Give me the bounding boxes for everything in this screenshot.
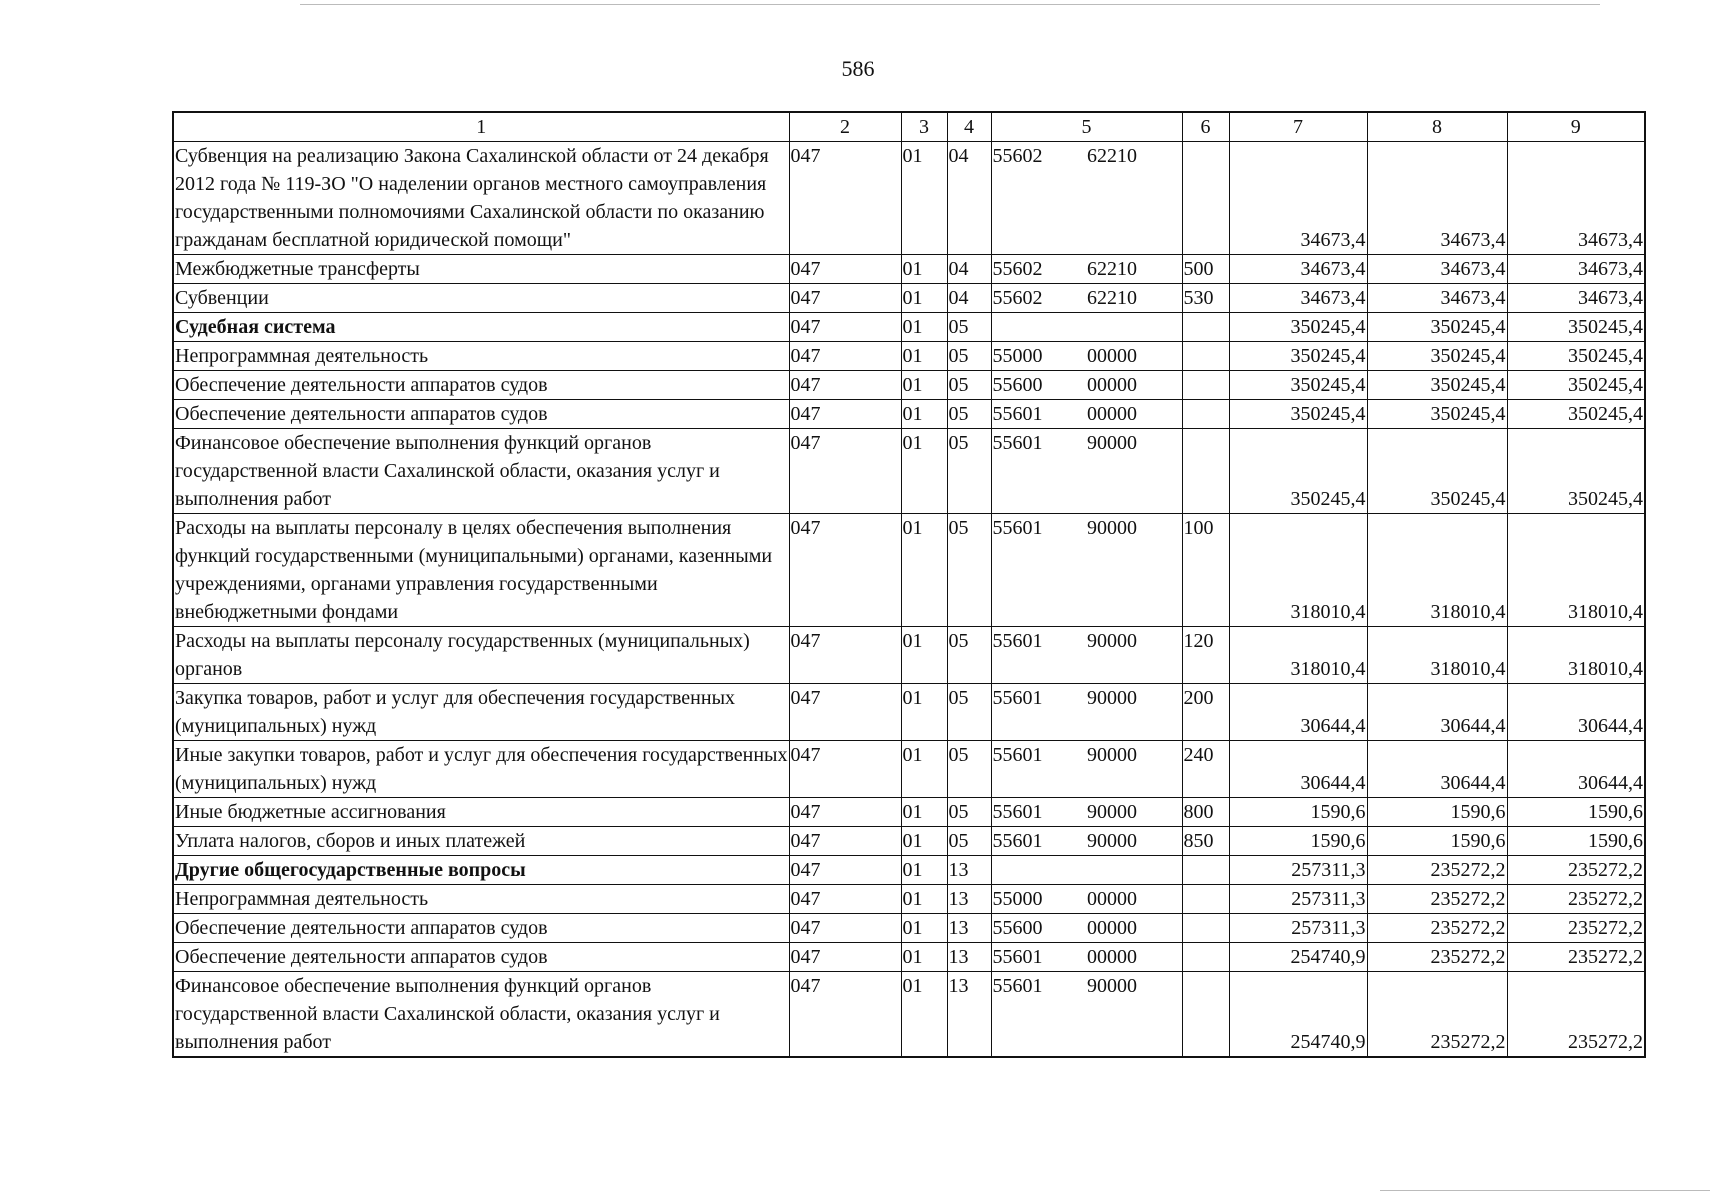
- row-name-cell: Расходы на выплаты персоналу в целях обеспечения выполнения функций государственными (муниципальными) органами, казенными учреждениями, органами управления государственными внебюджетными фондами: [173, 514, 789, 627]
- table-row: [173, 798, 1645, 827]
- program-code: 55000: [992, 888, 1043, 910]
- amount-col9-cell: 235272,2: [1507, 914, 1645, 943]
- amount-col7-cell: 257311,3: [1229, 856, 1367, 885]
- section-code-cell: 01: [901, 514, 947, 627]
- amount-col8-cell: 350245,4: [1367, 313, 1507, 342]
- amount-col9-cell: 1590,6: [1507, 827, 1645, 856]
- table-row: [173, 142, 1645, 255]
- row-name-cell: Уплата налогов, сборов и иных платежей: [173, 827, 789, 856]
- ministry-code-cell: 047: [789, 914, 901, 943]
- expense-type-cell: [1182, 371, 1229, 400]
- subsection-code-cell: 05: [947, 684, 991, 741]
- direction-code: 00000: [1087, 888, 1137, 910]
- table-row: [173, 741, 1645, 798]
- column-header: 4: [947, 112, 991, 142]
- table-row: [173, 255, 1645, 284]
- ministry-code-cell: 047: [789, 972, 901, 1058]
- section-code-cell: 01: [901, 885, 947, 914]
- direction-code: 90000: [1087, 744, 1137, 766]
- target-article-split: [992, 798, 1182, 826]
- amount-col8-cell: 318010,4: [1367, 627, 1507, 684]
- subsection-code-cell: 05: [947, 313, 991, 342]
- amount-col8-cell: 30644,4: [1367, 684, 1507, 741]
- table-row: [173, 885, 1645, 914]
- expense-type-cell: [1182, 914, 1229, 943]
- table-row: [173, 856, 1645, 885]
- expense-type-cell: 100: [1182, 514, 1229, 627]
- program-code: 55601: [992, 432, 1043, 454]
- subsection-code-cell: 05: [947, 827, 991, 856]
- program-code: 55601: [992, 630, 1043, 652]
- direction-code: 62210: [1087, 287, 1137, 309]
- program-code: 55601: [992, 517, 1043, 539]
- table-row: [173, 943, 1645, 972]
- direction-code: 62210: [1087, 145, 1137, 167]
- target-article-split: [992, 342, 1182, 370]
- amount-col9-cell: 235272,2: [1507, 856, 1645, 885]
- page-number: 586: [841, 56, 875, 81]
- target-article-cell: [991, 914, 1182, 943]
- ministry-code-cell: 047: [789, 284, 901, 313]
- amount-col9-cell: 34673,4: [1507, 255, 1645, 284]
- amount-col7-cell: 30644,4: [1229, 741, 1367, 798]
- row-name-cell: Непрограммная деятельность: [173, 342, 789, 371]
- subsection-code-cell: 05: [947, 342, 991, 371]
- direction-code: 90000: [1087, 975, 1137, 997]
- target-article-split: [992, 741, 1182, 769]
- amount-col7-cell: 318010,4: [1229, 514, 1367, 627]
- target-article-cell: [991, 856, 1182, 885]
- target-article-split: [992, 684, 1182, 712]
- target-article-cell: [991, 798, 1182, 827]
- section-code-cell: 01: [901, 856, 947, 885]
- column-header: 2: [789, 112, 901, 142]
- column-header: 3: [901, 112, 947, 142]
- target-article-split: [992, 827, 1182, 855]
- amount-col7-cell: 1590,6: [1229, 827, 1367, 856]
- amount-col8-cell: 318010,4: [1367, 514, 1507, 627]
- subsection-code-cell: 04: [947, 255, 991, 284]
- amount-col7-cell: 350245,4: [1229, 342, 1367, 371]
- row-name-cell: Расходы на выплаты персоналу государственных (муниципальных) органов: [173, 627, 789, 684]
- subsection-code-cell: 05: [947, 627, 991, 684]
- amount-col8-cell: 235272,2: [1367, 943, 1507, 972]
- row-name-cell: Другие общегосударственные вопросы: [173, 856, 789, 885]
- amount-col7-cell: 350245,4: [1229, 313, 1367, 342]
- target-article-cell: [991, 684, 1182, 741]
- expense-type-cell: [1182, 400, 1229, 429]
- amount-col7-cell: 350245,4: [1229, 371, 1367, 400]
- amount-col9-cell: 235272,2: [1507, 885, 1645, 914]
- amount-col7-cell: 1590,6: [1229, 798, 1367, 827]
- program-code: 55601: [992, 687, 1043, 709]
- table-row: [173, 972, 1645, 1058]
- expense-type-cell: 800: [1182, 798, 1229, 827]
- target-article-cell: [991, 972, 1182, 1058]
- amount-col7-cell: 350245,4: [1229, 400, 1367, 429]
- program-code: 55000: [992, 345, 1043, 367]
- row-name-cell: Субвенции: [173, 284, 789, 313]
- ministry-code-cell: 047: [789, 142, 901, 255]
- program-code: 55601: [992, 744, 1043, 766]
- section-code-cell: 01: [901, 943, 947, 972]
- amount-col9-cell: 30644,4: [1507, 684, 1645, 741]
- amount-col9-cell: 350245,4: [1507, 371, 1645, 400]
- expense-type-cell: 240: [1182, 741, 1229, 798]
- target-article-cell: [991, 885, 1182, 914]
- amount-col8-cell: 235272,2: [1367, 885, 1507, 914]
- target-article-cell: [991, 371, 1182, 400]
- program-code: 55601: [992, 403, 1043, 425]
- program-code: 55601: [992, 801, 1043, 823]
- amount-col7-cell: 34673,4: [1229, 284, 1367, 313]
- target-article-split: [992, 255, 1182, 283]
- expense-type-cell: 850: [1182, 827, 1229, 856]
- direction-code: 00000: [1087, 946, 1137, 968]
- program-code: 55602: [992, 145, 1043, 167]
- column-header: 9: [1507, 112, 1645, 142]
- column-header: 7: [1229, 112, 1367, 142]
- target-article-cell: [991, 342, 1182, 371]
- direction-code: 62210: [1087, 258, 1137, 280]
- amount-col9-cell: 350245,4: [1507, 429, 1645, 514]
- section-code-cell: 01: [901, 313, 947, 342]
- section-code-cell: 01: [901, 255, 947, 284]
- direction-code: 90000: [1087, 432, 1137, 454]
- subsection-code-cell: 13: [947, 943, 991, 972]
- amount-col7-cell: 254740,9: [1229, 972, 1367, 1058]
- ministry-code-cell: 047: [789, 885, 901, 914]
- row-name-cell: Субвенция на реализацию Закона Сахалинской области от 24 декабря 2012 года № 119-ЗО "О наделении органов местного самоуправления государственными полномочиями Сахалинской области по оказанию гражданам бесплатной юридической помощи": [173, 142, 789, 255]
- ministry-code-cell: 047: [789, 342, 901, 371]
- subsection-code-cell: 05: [947, 741, 991, 798]
- ministry-code-cell: 047: [789, 514, 901, 627]
- subsection-code-cell: 05: [947, 400, 991, 429]
- amount-col8-cell: 34673,4: [1367, 284, 1507, 313]
- row-name-cell: Обеспечение деятельности аппаратов судов: [173, 371, 789, 400]
- table-row: [173, 313, 1645, 342]
- section-code-cell: 01: [901, 371, 947, 400]
- amount-col9-cell: 235272,2: [1507, 972, 1645, 1058]
- amount-col8-cell: 34673,4: [1367, 142, 1507, 255]
- target-article-cell: [991, 313, 1182, 342]
- target-article-split: [992, 284, 1182, 312]
- target-article-cell: [991, 400, 1182, 429]
- row-name-cell: Финансовое обеспечение выполнения функций органов государственной власти Сахалинской области, оказания услуг и выполнения работ: [173, 429, 789, 514]
- section-code-cell: 01: [901, 400, 947, 429]
- subsection-code-cell: 05: [947, 371, 991, 400]
- row-name-cell: Иные закупки товаров, работ и услуг для обеспечения государственных (муниципальных) нужд: [173, 741, 789, 798]
- amount-col9-cell: 1590,6: [1507, 798, 1645, 827]
- column-header: 1: [173, 112, 789, 142]
- section-code-cell: 01: [901, 284, 947, 313]
- section-code-cell: 01: [901, 827, 947, 856]
- program-code: 55601: [992, 946, 1043, 968]
- program-code: 55601: [992, 830, 1043, 852]
- direction-code: 90000: [1087, 801, 1137, 823]
- amount-col8-cell: 350245,4: [1367, 371, 1507, 400]
- amount-col8-cell: 235272,2: [1367, 856, 1507, 885]
- subsection-code-cell: 04: [947, 142, 991, 255]
- amount-col8-cell: 235272,2: [1367, 914, 1507, 943]
- program-code: 55600: [992, 374, 1043, 396]
- ministry-code-cell: 047: [789, 741, 901, 798]
- target-article-cell: [991, 741, 1182, 798]
- ministry-code-cell: 047: [789, 255, 901, 284]
- row-name-cell: Обеспечение деятельности аппаратов судов: [173, 914, 789, 943]
- top-scan-rule: [300, 4, 1600, 5]
- direction-code: 90000: [1087, 517, 1137, 539]
- target-article-cell: [991, 284, 1182, 313]
- amount-col7-cell: 257311,3: [1229, 885, 1367, 914]
- table-row: [173, 914, 1645, 943]
- section-code-cell: 01: [901, 342, 947, 371]
- amount-col7-cell: 257311,3: [1229, 914, 1367, 943]
- subsection-code-cell: 13: [947, 856, 991, 885]
- subsection-code-cell: 04: [947, 284, 991, 313]
- column-header: 6: [1182, 112, 1229, 142]
- row-name-cell: Непрограммная деятельность: [173, 885, 789, 914]
- amount-col7-cell: 30644,4: [1229, 684, 1367, 741]
- expense-type-cell: [1182, 342, 1229, 371]
- subsection-code-cell: 05: [947, 514, 991, 627]
- target-article-cell: [991, 627, 1182, 684]
- table-row: [173, 284, 1645, 313]
- expense-type-cell: [1182, 429, 1229, 514]
- target-article-cell: [991, 255, 1182, 284]
- amount-col7-cell: 34673,4: [1229, 142, 1367, 255]
- column-header: 5: [991, 112, 1182, 142]
- subsection-code-cell: 05: [947, 798, 991, 827]
- subsection-code-cell: 05: [947, 429, 991, 514]
- table-row: [173, 342, 1645, 371]
- expense-type-cell: [1182, 313, 1229, 342]
- expense-type-cell: 120: [1182, 627, 1229, 684]
- amount-col9-cell: 318010,4: [1507, 627, 1645, 684]
- ministry-code-cell: 047: [789, 400, 901, 429]
- table-row: [173, 684, 1645, 741]
- program-code: 55601: [992, 975, 1043, 997]
- row-name-cell: Закупка товаров, работ и услуг для обеспечения государственных (муниципальных) нужд: [173, 684, 789, 741]
- amount-col9-cell: 318010,4: [1507, 514, 1645, 627]
- table-row: [173, 400, 1645, 429]
- row-name-cell: Обеспечение деятельности аппаратов судов: [173, 943, 789, 972]
- table-row: [173, 371, 1645, 400]
- row-name-cell: Судебная система: [173, 313, 789, 342]
- header-row: [173, 112, 1645, 142]
- direction-code: 90000: [1087, 687, 1137, 709]
- ministry-code-cell: 047: [789, 429, 901, 514]
- expense-type-cell: [1182, 142, 1229, 255]
- amount-col8-cell: 34673,4: [1367, 255, 1507, 284]
- row-name-cell: Финансовое обеспечение выполнения функций органов государственной власти Сахалинской области, оказания услуг и выполнения работ: [173, 972, 789, 1058]
- amount-col8-cell: 1590,6: [1367, 798, 1507, 827]
- table-row: [173, 429, 1645, 514]
- direction-code: 00000: [1087, 374, 1137, 396]
- amount-col9-cell: 34673,4: [1507, 284, 1645, 313]
- expense-type-cell: [1182, 885, 1229, 914]
- table-row: [173, 827, 1645, 856]
- amount-col9-cell: 350245,4: [1507, 342, 1645, 371]
- direction-code: 00000: [1087, 345, 1137, 367]
- direction-code: 90000: [1087, 830, 1137, 852]
- bottom-scan-rule: [1380, 1190, 1710, 1191]
- amount-col8-cell: 1590,6: [1367, 827, 1507, 856]
- amount-col8-cell: 350245,4: [1367, 400, 1507, 429]
- subsection-code-cell: 13: [947, 885, 991, 914]
- program-code: 55600: [992, 917, 1043, 939]
- ministry-code-cell: 047: [789, 371, 901, 400]
- direction-code: 00000: [1087, 403, 1137, 425]
- amount-col9-cell: 30644,4: [1507, 741, 1645, 798]
- section-code-cell: 01: [901, 741, 947, 798]
- section-code-cell: 01: [901, 429, 947, 514]
- ministry-code-cell: 047: [789, 827, 901, 856]
- section-code-cell: 01: [901, 798, 947, 827]
- section-code-cell: 01: [901, 627, 947, 684]
- expense-type-cell: 200: [1182, 684, 1229, 741]
- expense-type-cell: [1182, 856, 1229, 885]
- direction-code: 90000: [1087, 630, 1137, 652]
- target-article-split: [992, 943, 1182, 971]
- amount-col8-cell: 350245,4: [1367, 342, 1507, 371]
- amount-col9-cell: 350245,4: [1507, 313, 1645, 342]
- subsection-code-cell: 13: [947, 914, 991, 943]
- table-body: [173, 142, 1645, 1058]
- ministry-code-cell: 047: [789, 627, 901, 684]
- ministry-code-cell: 047: [789, 313, 901, 342]
- target-article-split: [992, 400, 1182, 428]
- column-header: 8: [1367, 112, 1507, 142]
- target-article-split: [992, 972, 1182, 1000]
- row-name-cell: Межбюджетные трансферты: [173, 255, 789, 284]
- target-article-split: [992, 371, 1182, 399]
- section-code-cell: 01: [901, 684, 947, 741]
- target-article-cell: [991, 429, 1182, 514]
- row-name-cell: Иные бюджетные ассигнования: [173, 798, 789, 827]
- amount-col8-cell: 235272,2: [1367, 972, 1507, 1058]
- target-article-split: [992, 142, 1182, 170]
- section-code-cell: 01: [901, 914, 947, 943]
- amount-col7-cell: 318010,4: [1229, 627, 1367, 684]
- amount-col8-cell: 30644,4: [1367, 741, 1507, 798]
- direction-code: 00000: [1087, 917, 1137, 939]
- row-name-cell: Обеспечение деятельности аппаратов судов: [173, 400, 789, 429]
- ministry-code-cell: 047: [789, 943, 901, 972]
- amount-col9-cell: 34673,4: [1507, 142, 1645, 255]
- program-code: 55602: [992, 287, 1043, 309]
- subsection-code-cell: 13: [947, 972, 991, 1058]
- amount-col7-cell: 254740,9: [1229, 943, 1367, 972]
- expense-type-cell: 530: [1182, 284, 1229, 313]
- amount-col7-cell: 350245,4: [1229, 429, 1367, 514]
- table-row: [173, 627, 1645, 684]
- target-article-cell: [991, 943, 1182, 972]
- expense-type-cell: 500: [1182, 255, 1229, 284]
- amount-col9-cell: 235272,2: [1507, 943, 1645, 972]
- ministry-code-cell: 047: [789, 684, 901, 741]
- ministry-code-cell: 047: [789, 798, 901, 827]
- program-code: 55602: [992, 258, 1043, 280]
- target-article-cell: [991, 514, 1182, 627]
- section-code-cell: 01: [901, 142, 947, 255]
- target-article-split: [992, 514, 1182, 542]
- amount-col8-cell: 350245,4: [1367, 429, 1507, 514]
- table-row: [173, 514, 1645, 627]
- budget-table: [172, 111, 1646, 1058]
- target-article-split: [992, 429, 1182, 457]
- amount-col9-cell: 350245,4: [1507, 400, 1645, 429]
- target-article-split: [992, 885, 1182, 913]
- ministry-code-cell: 047: [789, 856, 901, 885]
- amount-col7-cell: 34673,4: [1229, 255, 1367, 284]
- section-code-cell: 01: [901, 972, 947, 1058]
- target-article-split: [992, 627, 1182, 655]
- target-article-cell: [991, 827, 1182, 856]
- expense-type-cell: [1182, 943, 1229, 972]
- target-article-cell: [991, 142, 1182, 255]
- target-article-split: [992, 914, 1182, 942]
- expense-type-cell: [1182, 972, 1229, 1058]
